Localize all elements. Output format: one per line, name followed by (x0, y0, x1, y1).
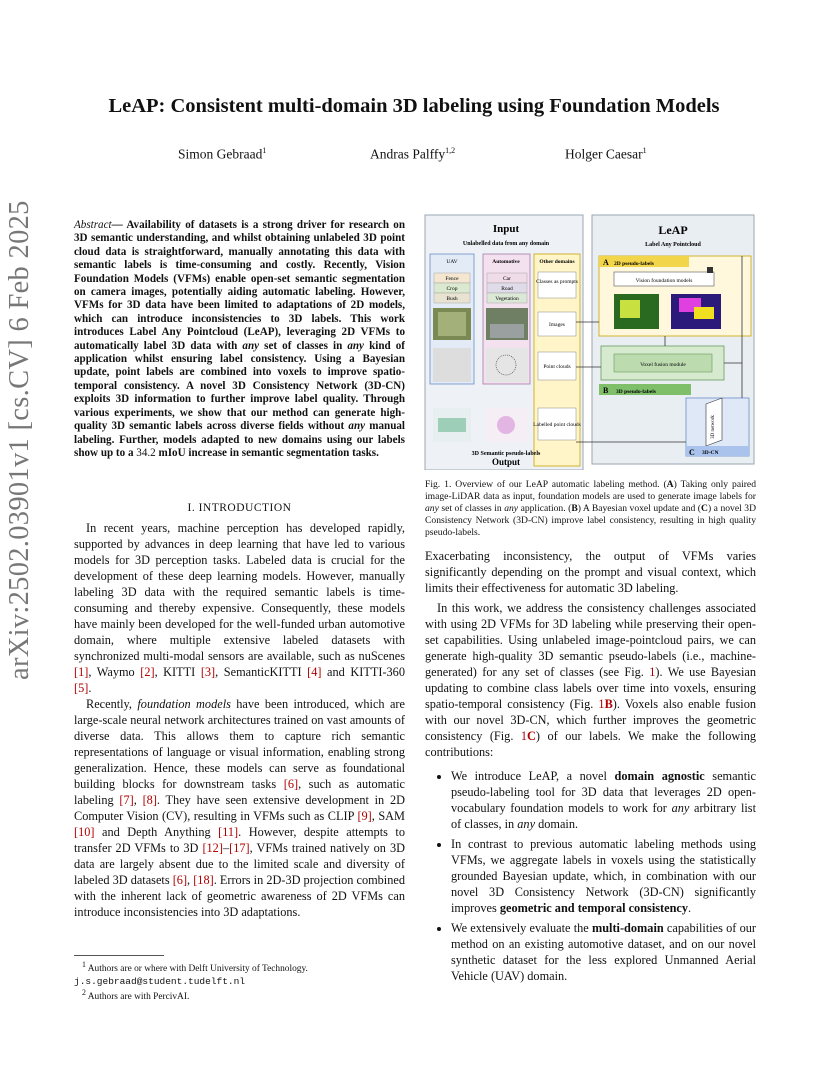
ref-link[interactable]: [2] (140, 665, 155, 679)
svg-text:Vegetation: Vegetation (495, 296, 519, 302)
svg-text:Car: Car (503, 276, 511, 282)
fig-ref-link[interactable]: 1 (649, 665, 656, 679)
right-paragraph-1: Exacerbating inconsistency, the output of VFMs varies significantly depending on the prompt and visual context, which limits their effectiveness for automatic 3D labeling. (425, 549, 756, 595)
svg-text:Label Any Pointcloud: Label Any Pointcloud (645, 242, 701, 248)
ref-link[interactable]: [12] (202, 841, 223, 855)
svg-text:3D pseudo-labels: 3D pseudo-labels (616, 389, 656, 395)
list-item: • We introduce LeAP, a novel domain agnostic semantic pseudo-labeling tool for 3D data that leverages 2D open-vocabulary foundation models to work for any arbitrary list of classes, in any domain. (451, 768, 756, 832)
svg-text:Output: Output (491, 457, 521, 467)
abstract: Abstract— Availability of datasets is a strong driver for research on 3D semantic understanding, and whilst obtaining unlabeled 3D point cloud data is straightforward, manually annotating this data with semantic labels is time-consuming and costly. Recently, Vision Foundation Models (VFMs) enable open-set semantic segmentation on camera images, potentially aiding automatic labeling. However, VFMs for 3D data have been limited to adaptations of 2D models, which can introduce inconsistencies to 3D labels. This work introduces Label Any Pointcloud (LeAP), leveraging 2D VFMs to automatically label 3D data with any set of classes in any kind of application whilst ensuring label consistency. Using a Bayesian update, point labels are combined into voxels to improve spatio-temporal consistency. A novel 3D Consistency Network (3D-CN) exploits 3D information to further improve label quality. Through various experiments, we show that our method can generate high-quality 3D semantic labels across diverse fields without any manual labeling. Further, models adapted to new domains using our labels show up to a 34.2 mIoU increase in semantic segmentation tasks. (74, 219, 406, 459)
intro-paragraph-2: Recently, foundation models have been introduced, which are large-scale neural network architectures trained on vast amounts of diverse data. This allows them to capture rich semantic representations of language or visual information, enabling strong generalization. Hence, these models can serve as foundational building blocks for downstream tasks [6], such as automatic labeling [7], [8]. They have seen extensive development in 2D Computer Vision (CV), resulting in VFMs such as CLIP [9], SAM [10] and Depth Anything [11]. However, despite attempts to transfer 2D VFMs to 3D [12]–[17], VFMs trained natively on 3D data are largely absent due to the limited scale and diversity of labeled 3D datasets [6], [18]. Errors in 2D-3D projection combined with the inherent lack of geometric awareness of 2D VFMs can introduce inconsistencies into 3D adaptations. (74, 697, 406, 919)
intro-paragraph-1: In recent years, machine perception has developed rapidly, supported by advances in deep learning that have led to various models for 3D perception tasks. Labeled data is crucial for the development of these deep learning models. However, manually labeling 3D data with the required semantic labels is time-consuming and thereby expensive. Consequently, these models have mainly been developed for the well-funded urban automotive domain, where multiple extensive labeled datasets with synchronized multi-modal sensors are available, such as nuScenes [1], Waymo [2], KITTI [3], SemanticKITTI [4] and KITTI-360 [5]. (74, 521, 405, 695)
ref-link[interactable]: [5] (74, 681, 89, 695)
ref-link[interactable]: [11] (218, 825, 239, 839)
fig-leap-title: LeAP (658, 223, 688, 237)
lock-icon (707, 267, 713, 273)
contributions-list (425, 768, 756, 984)
fig-input-title: Input (492, 223, 520, 235)
svg-text:3D-CN: 3D-CN (702, 450, 719, 456)
svg-text:Road: Road (501, 286, 513, 292)
ref-link[interactable]: [1] (74, 665, 89, 679)
svg-text:Automotive: Automotive (492, 259, 520, 265)
fig-ref-link[interactable]: 1 (598, 697, 605, 711)
ref-link[interactable]: [3] (200, 665, 216, 679)
ref-link[interactable]: [10] (74, 825, 95, 839)
arxiv-stamp: arXiv:2502.03901v1 [cs.CV] 6 Feb 2025 (4, 200, 35, 680)
author-1: Simon Gebraad$^1$ (178, 146, 267, 162)
svg-text:Labelled point clouds: Labelled point clouds (533, 422, 581, 428)
fig-ref-link[interactable]: 1 (520, 729, 528, 743)
svg-text:Voxel fusion module: Voxel fusion module (640, 362, 686, 368)
svg-text:3D network: 3D network (711, 415, 716, 439)
intro-text (74, 520, 405, 920)
list-item: • We extensively evaluate the multi-domain capabilities of our method on an existing automotive dataset, and on our novel synthetic dataset for the less explored Unmanned Aerial Vehicle (UAV) domain. (451, 920, 756, 984)
footnote-rule (74, 955, 164, 956)
ref-link[interactable]: [4] (307, 665, 322, 679)
svg-text:Images: Images (549, 322, 565, 328)
footnotes: $^1$ Authors are or where with Delft University of Technology. j.s.gebraad@student.tudelft.nl $^2$ Authors are with PercivAI. (74, 955, 405, 1004)
section-heading: I. INTRODUCTION (187, 502, 292, 514)
svg-text:C: C (689, 448, 695, 457)
author-email: j.s.gebraad@student.tudelft.nl (74, 975, 246, 987)
svg-text:Bush: Bush (446, 296, 458, 302)
svg-text:2D pseudo-labels: 2D pseudo-labels (614, 261, 654, 267)
right-column-text (425, 548, 756, 988)
svg-text:Point clouds: Point clouds (543, 364, 571, 370)
auto-pointcloud-thumb (486, 348, 528, 382)
paper-title: LeAP: Consistent multi-domain 3D labeling using Foundation Models (108, 95, 720, 117)
fig-input-sub: Unlabelled data from any domain (462, 241, 550, 247)
svg-text:UAV: UAV (446, 259, 458, 265)
fig-row-label: Classes as prompts (536, 279, 578, 285)
figure-1 (424, 212, 755, 470)
svg-text:Classes as prompts (536, 279, 578, 285)
svg-text:Other domains: Other domains (539, 259, 575, 265)
ref-link[interactable]: [8] (142, 793, 157, 807)
svg-text:B: B (603, 386, 609, 395)
ref-link[interactable]: [6] (283, 777, 299, 791)
svg-text:Crop: Crop (446, 286, 458, 292)
ref-link[interactable]: [18] (193, 873, 214, 887)
svg-text:Vision foundation models: Vision foundation models (635, 278, 693, 284)
figure-caption: Fig. 1. Overview of our LeAP automatic labeling method. (A) Taking only paired image-LiDAR data as input, foundation models are used to generate image labels for any set of classes in any application. (B) A Bayesian voxel update and (C) a novel 3D Consistency Network (3D-CN) improve label consistency, resulting in high quality pseudo-labels. (425, 479, 756, 538)
author-3: Holger Caesar$^1$ (565, 146, 647, 162)
svg-text:A: A (603, 258, 609, 267)
ref-link[interactable]: [6] (172, 873, 188, 887)
uav-pointcloud-thumb (433, 348, 471, 382)
right-paragraph-2: In this work, we address the consistency challenges associated with using 2D VFMs for 3D labeling while preserving their open-set capabilities. Using unlabeled image-pointcloud pairs, we can generate high-quality 3D semantic pseudo-labels (i.e., machine-generated) for any set of classes (see Fig. 1). We use Bayesian updating to combine class labels over time into voxels, ensuring spatio-temporal consistency (Fig. 1B). Voxels also enable fusion with our novel 3D-CN, which further improves the geometric consistency (Fig. 1C) of our labels. We make the following contributions: (425, 601, 757, 759)
ref-link[interactable]: [17] (229, 841, 250, 855)
svg-text:3D Semantic pseudo-labels: 3D Semantic pseudo-labels (471, 451, 541, 457)
ref-link[interactable]: [9] (357, 809, 372, 823)
author-2: Andras Palffy$^{1,2}$ (370, 146, 456, 162)
ref-link[interactable]: [7] (119, 793, 134, 807)
list-item: • In contrast to previous automatic labeling methods using VFMs, we aggregate labels in voxels using the statistically grounded Bayesian update, which, in combination with our novel 3D Consistency Network (3D-CN) significantly improves geometric and temporal consistency. (451, 836, 756, 916)
svg-text:Fence: Fence (445, 276, 459, 282)
